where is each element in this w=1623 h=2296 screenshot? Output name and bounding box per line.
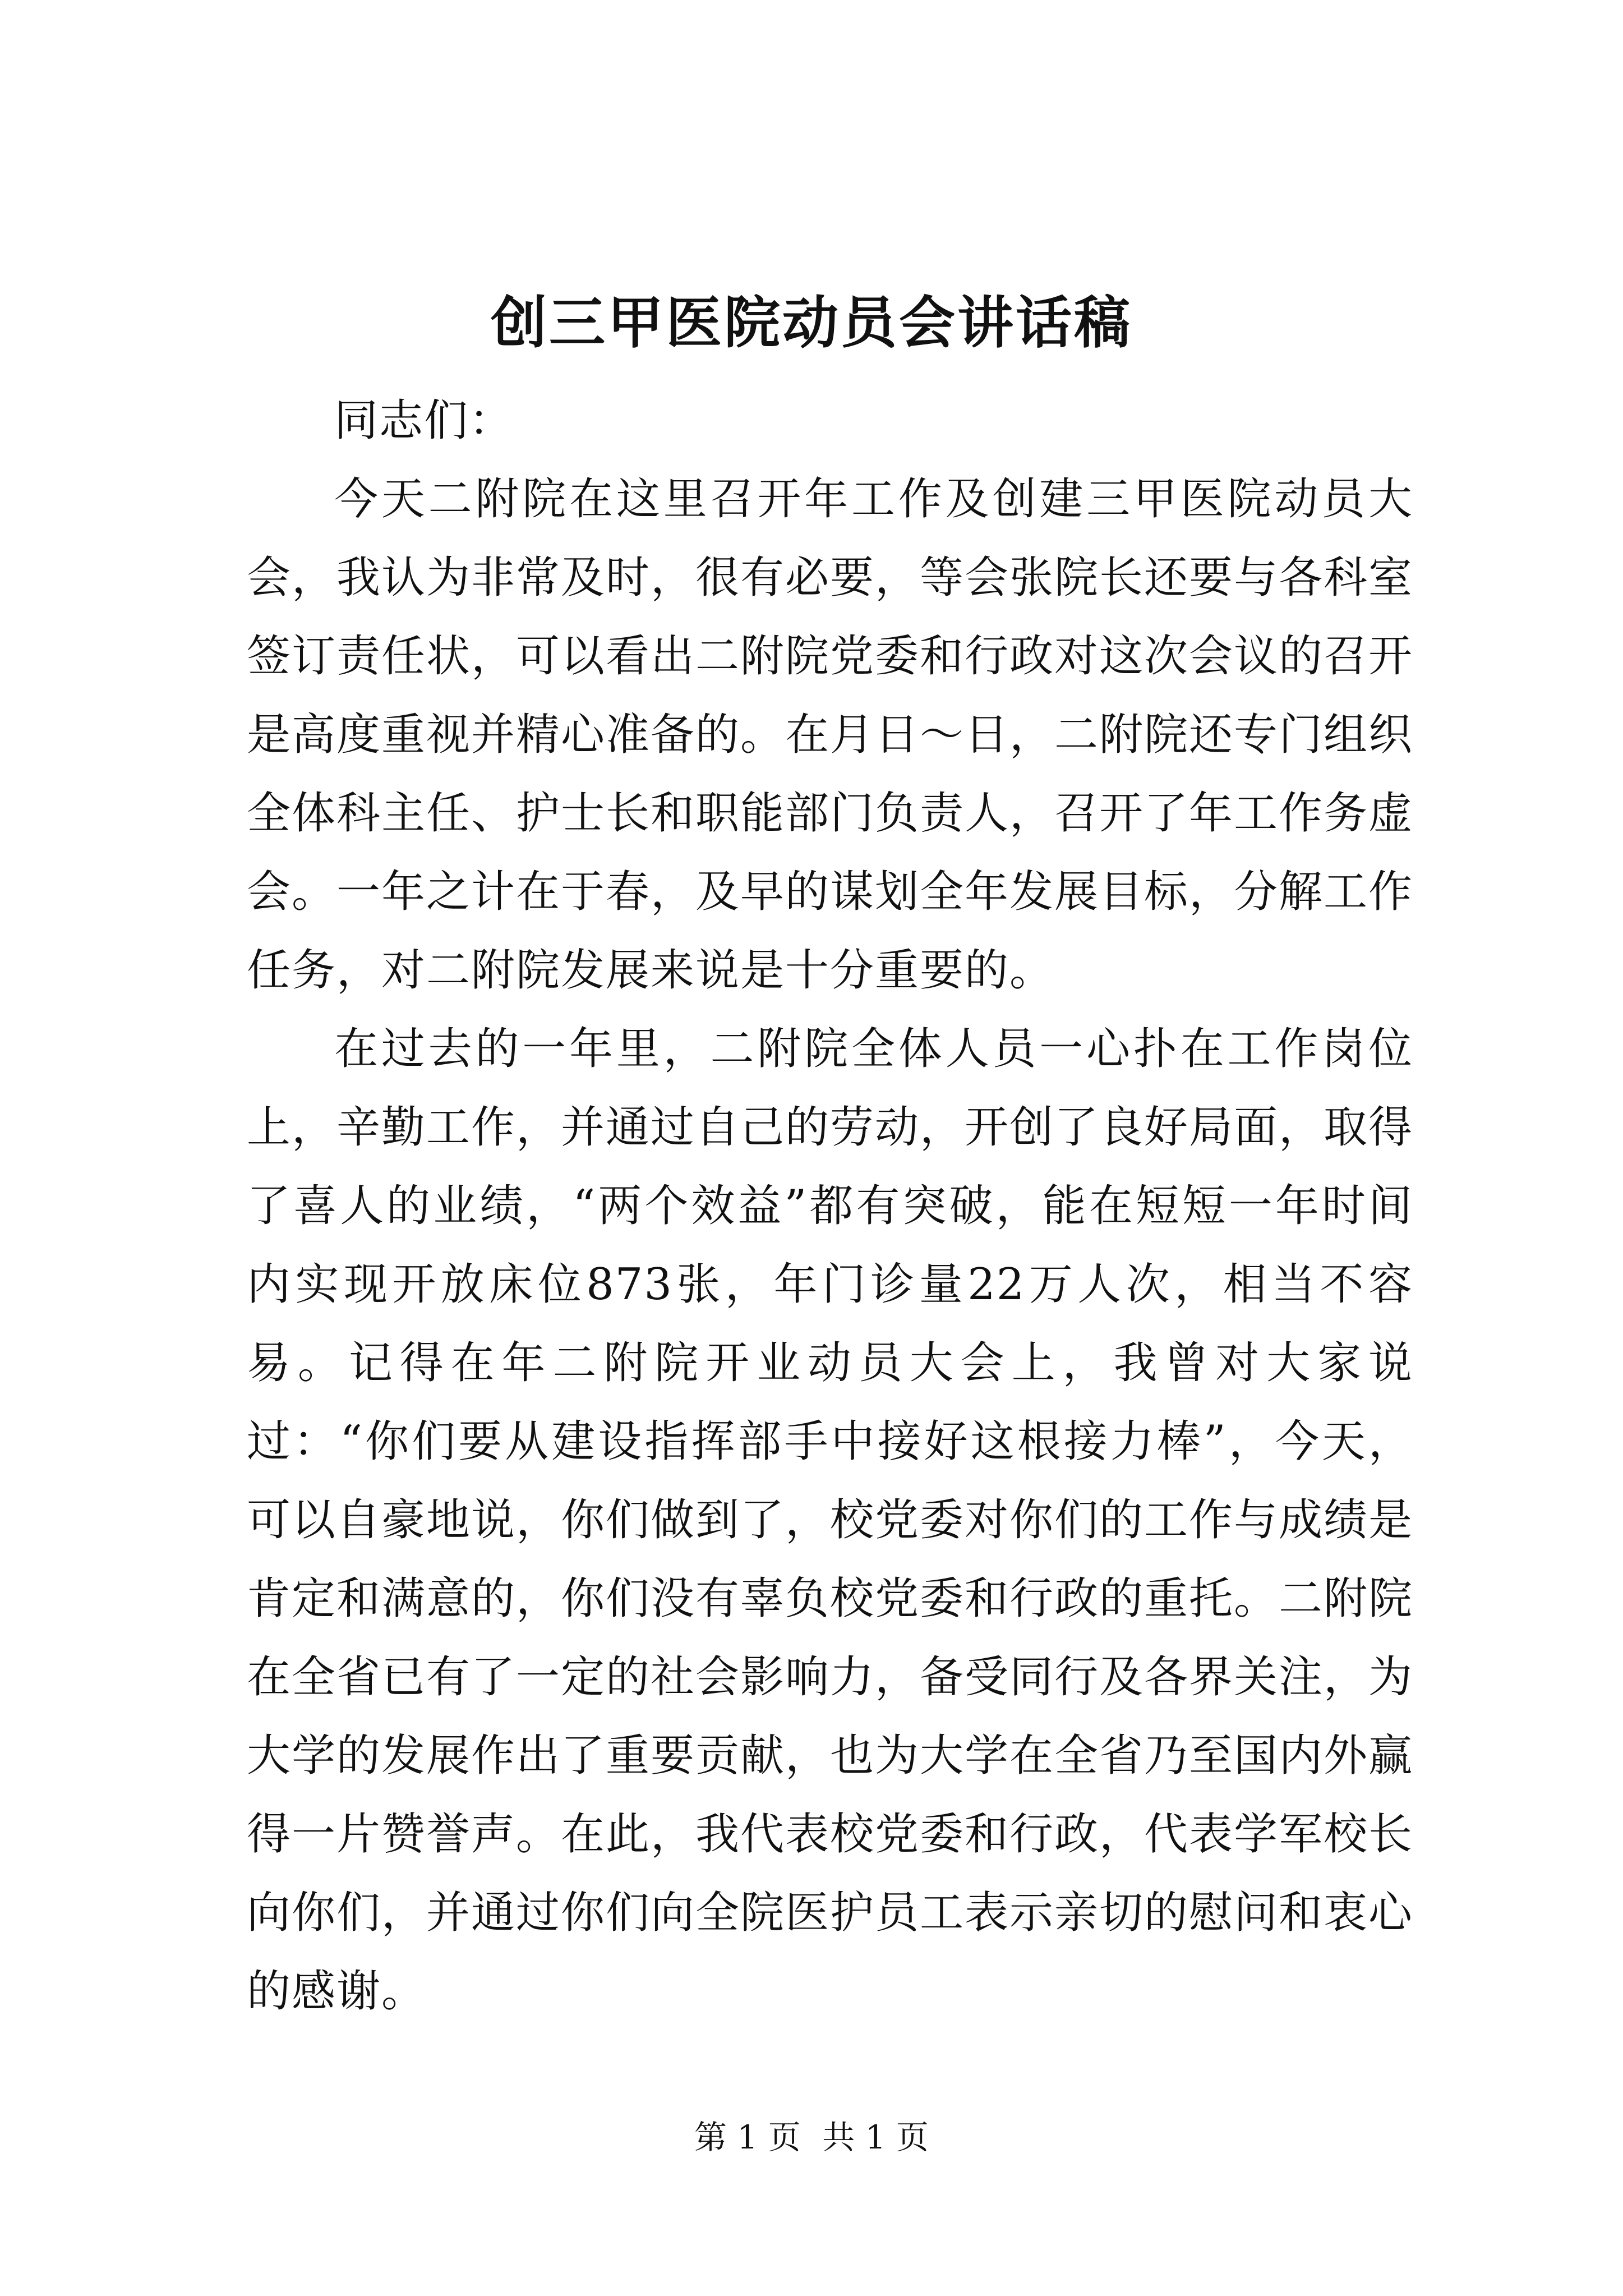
paragraph-2: 在过去的一年里，二附院全体人员一心扑在工作岗位上，辛勤工作，并通过自己的劳动，开创了良好局面，取得了喜人的业绩，“两个效益”都有突破，能在短短一年时间内实现开放床位873张，年门诊量22万人次，相当不容易。记得在年二附院开业动员大会上，我曾对大家说过：“你们要从建设指挥部手中接好这根接力棒”，今天，可以自豪地说，你们做到了，校党委对你们的工作与成绩是肯定和满意的，你们没有辜负校党委和行政的重托。二附院在全省已有了一定的社会影响力，备受同行及各界关注，为大学的发展作出了重要贡献，也为大学在全省乃至国内外赢得一片赞誉声。在此，我代表校党委和行政，代表学军校长向你们，并通过你们向全院医护员工表示亲切的慰问和衷心的感谢。	[247, 1024, 1414, 2017]
document-body	[247, 381, 1413, 2031]
document-title: 创三甲医院动员会讲话稿	[491, 289, 1132, 356]
page-total: 共 1 页	[822, 2118, 929, 2156]
paragraph-1: 今天二附院在这里召开年工作及创建三甲医院动员大会，我认为非常及时，很有必要，等会张院长还要与各科室签订责任状，可以看出二附院党委和行政对这次会议的召开是高度重视并精心准备的。在月日～日，二附院还专门组织全体科主任、护士长和职能部门负责人，召开了年工作务虚会。一年之计在于春，及早的谋划全年发展目标，分解工作任务，对二附院发展来说是十分重要的。	[247, 474, 1414, 996]
salutation: 同志们：	[334, 395, 514, 446]
page-number: 第 1 页	[694, 2118, 801, 2156]
page-footer	[0, 2115, 1623, 2160]
